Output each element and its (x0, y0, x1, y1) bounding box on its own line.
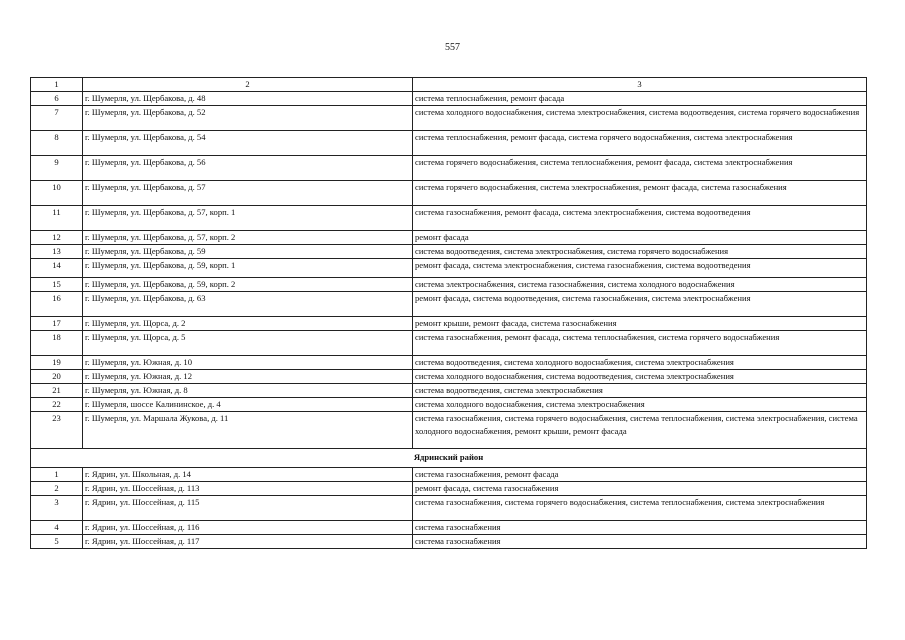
table-row (31, 156, 867, 181)
table-row (31, 292, 867, 317)
table-row (31, 278, 867, 292)
row-works: ремонт фасада, система водоотведения, система газоснабжения, система электроснабжения (413, 292, 867, 317)
table-row (31, 468, 867, 482)
table-row (31, 131, 867, 156)
row-number: 21 (31, 384, 83, 398)
row-number: 19 (31, 356, 83, 370)
row-number: 15 (31, 278, 83, 292)
row-address: г. Ядрин, ул. Шоссейная, д. 116 (83, 521, 413, 535)
row-works: система газоснабжения, ремонт фасада, система электроснабжения, система водоотведения (413, 206, 867, 231)
row-address: г. Шумерля, ул. Щербакова, д. 57, корп. 2 (83, 231, 413, 245)
row-number: 8 (31, 131, 83, 156)
row-address: г. Шумерля, ул. Щербакова, д. 57, корп. 1 (83, 206, 413, 231)
row-works: система горячего водоснабжения, система теплоснабжения, ремонт фасада, система электроснабжения (413, 156, 867, 181)
row-address: г. Ядрин, ул. Школьная, д. 14 (83, 468, 413, 482)
row-address: г. Шумерля, ул. Южная, д. 10 (83, 356, 413, 370)
row-address: г. Шумерля, ул. Щорса, д. 5 (83, 331, 413, 356)
row-works: система холодного водоснабжения, система электроснабжения, система водоотведения, система горячего водоснабжения (413, 106, 867, 131)
table-row (31, 331, 867, 356)
table-row (31, 412, 867, 449)
row-address: г. Ядрин, ул. Шоссейная, д. 115 (83, 496, 413, 521)
header-col-3: 3 (413, 78, 867, 92)
row-works: система теплоснабжения, ремонт фасада, система горячего водоснабжения, система электроснабжения (413, 131, 867, 156)
row-works: система холодного водоснабжения, система водоотведения, система электроснабжения (413, 370, 867, 384)
row-address: г. Ядрин, ул. Шоссейная, д. 117 (83, 535, 413, 549)
works-table (30, 77, 867, 549)
row-number: 23 (31, 412, 83, 449)
row-works: ремонт крыши, ремонт фасада, система газоснабжения (413, 317, 867, 331)
row-address: г. Ядрин, ул. Шоссейная, д. 113 (83, 482, 413, 496)
row-number: 11 (31, 206, 83, 231)
row-number: 9 (31, 156, 83, 181)
row-address: г. Шумерля, ул. Щорса, д. 2 (83, 317, 413, 331)
row-address: г. Шумерля, ул. Щербакова, д. 59, корп. 1 (83, 259, 413, 278)
row-number: 14 (31, 259, 83, 278)
row-address: г. Шумерля, ул. Щербакова, д. 57 (83, 181, 413, 206)
row-works: ремонт фасада (413, 231, 867, 245)
row-works: система холодного водоснабжения, система электроснабжения (413, 398, 867, 412)
row-address: г. Шумерля, ул. Щербакова, д. 48 (83, 92, 413, 106)
header-col-1: 1 (31, 78, 83, 92)
section-title: Ядринский район (31, 449, 867, 468)
row-number: 13 (31, 245, 83, 259)
row-works: система водоотведения, система электроснабжения (413, 384, 867, 398)
row-works: система электроснабжения, система газоснабжения, система холодного водоснабжения (413, 278, 867, 292)
row-address: г. Шумерля, ул. Щербакова, д. 54 (83, 131, 413, 156)
row-number: 22 (31, 398, 83, 412)
row-number: 1 (31, 468, 83, 482)
row-number: 5 (31, 535, 83, 549)
row-number: 2 (31, 482, 83, 496)
table-row (31, 317, 867, 331)
row-works: ремонт фасада, система газоснабжения (413, 482, 867, 496)
row-address: г. Шумерля, ул. Южная, д. 12 (83, 370, 413, 384)
row-works: система газоснабжения, ремонт фасада, система теплоснабжения, система горячего водоснабжения (413, 331, 867, 356)
table-row (31, 231, 867, 245)
row-number: 7 (31, 106, 83, 131)
table-row (31, 384, 867, 398)
header-col-2: 2 (83, 78, 413, 92)
row-works: ремонт фасада, система электроснабжения, система газоснабжения, система водоотведения (413, 259, 867, 278)
row-address: г. Шумерля, ул. Щербакова, д. 63 (83, 292, 413, 317)
table-row (31, 106, 867, 131)
row-number: 3 (31, 496, 83, 521)
table-row (31, 92, 867, 106)
row-works: система горячего водоснабжения, система электроснабжения, ремонт фасада, система газоснабжения (413, 181, 867, 206)
row-number: 12 (31, 231, 83, 245)
row-works: система газоснабжения, система горячего водоснабжения, система теплоснабжения, система электроснабжения, система холодного водоснабжения, ремонт крыши, ремонт фасада (413, 412, 867, 449)
table-row (31, 370, 867, 384)
table-row (31, 181, 867, 206)
row-works: система газоснабжения, ремонт фасада (413, 468, 867, 482)
row-works: система водоотведения, система холодного водоснабжения, система электроснабжения (413, 356, 867, 370)
row-address: г. Шумерля, шоссе Калининское, д. 4 (83, 398, 413, 412)
section-row (31, 449, 867, 468)
row-number: 16 (31, 292, 83, 317)
table-row (31, 482, 867, 496)
table-row (31, 398, 867, 412)
row-address: г. Шумерля, ул. Щербакова, д. 59, корп. 2 (83, 278, 413, 292)
row-number: 4 (31, 521, 83, 535)
row-works: система газоснабжения (413, 535, 867, 549)
row-address: г. Шумерля, ул. Маршала Жукова, д. 11 (83, 412, 413, 449)
table-row (31, 206, 867, 231)
table-row (31, 356, 867, 370)
table-row (31, 259, 867, 278)
table-row (31, 521, 867, 535)
row-address: г. Шумерля, ул. Щербакова, д. 52 (83, 106, 413, 131)
table-row (31, 245, 867, 259)
row-address: г. Шумерля, ул. Щербакова, д. 56 (83, 156, 413, 181)
row-number: 6 (31, 92, 83, 106)
row-works: система газоснабжения (413, 521, 867, 535)
row-works: система теплоснабжения, ремонт фасада (413, 92, 867, 106)
page-number: 557 (445, 42, 460, 53)
row-works: система газоснабжения, система горячего водоснабжения, система теплоснабжения, система электроснабжения (413, 496, 867, 521)
table-row (31, 496, 867, 521)
row-number: 10 (31, 181, 83, 206)
row-works: система водоотведения, система электроснабжения, система горячего водоснабжения (413, 245, 867, 259)
table-row (31, 535, 867, 549)
row-address: г. Шумерля, ул. Южная, д. 8 (83, 384, 413, 398)
row-address: г. Шумерля, ул. Щербакова, д. 59 (83, 245, 413, 259)
table-header-row (31, 78, 867, 92)
row-number: 18 (31, 331, 83, 356)
row-number: 17 (31, 317, 83, 331)
row-number: 20 (31, 370, 83, 384)
